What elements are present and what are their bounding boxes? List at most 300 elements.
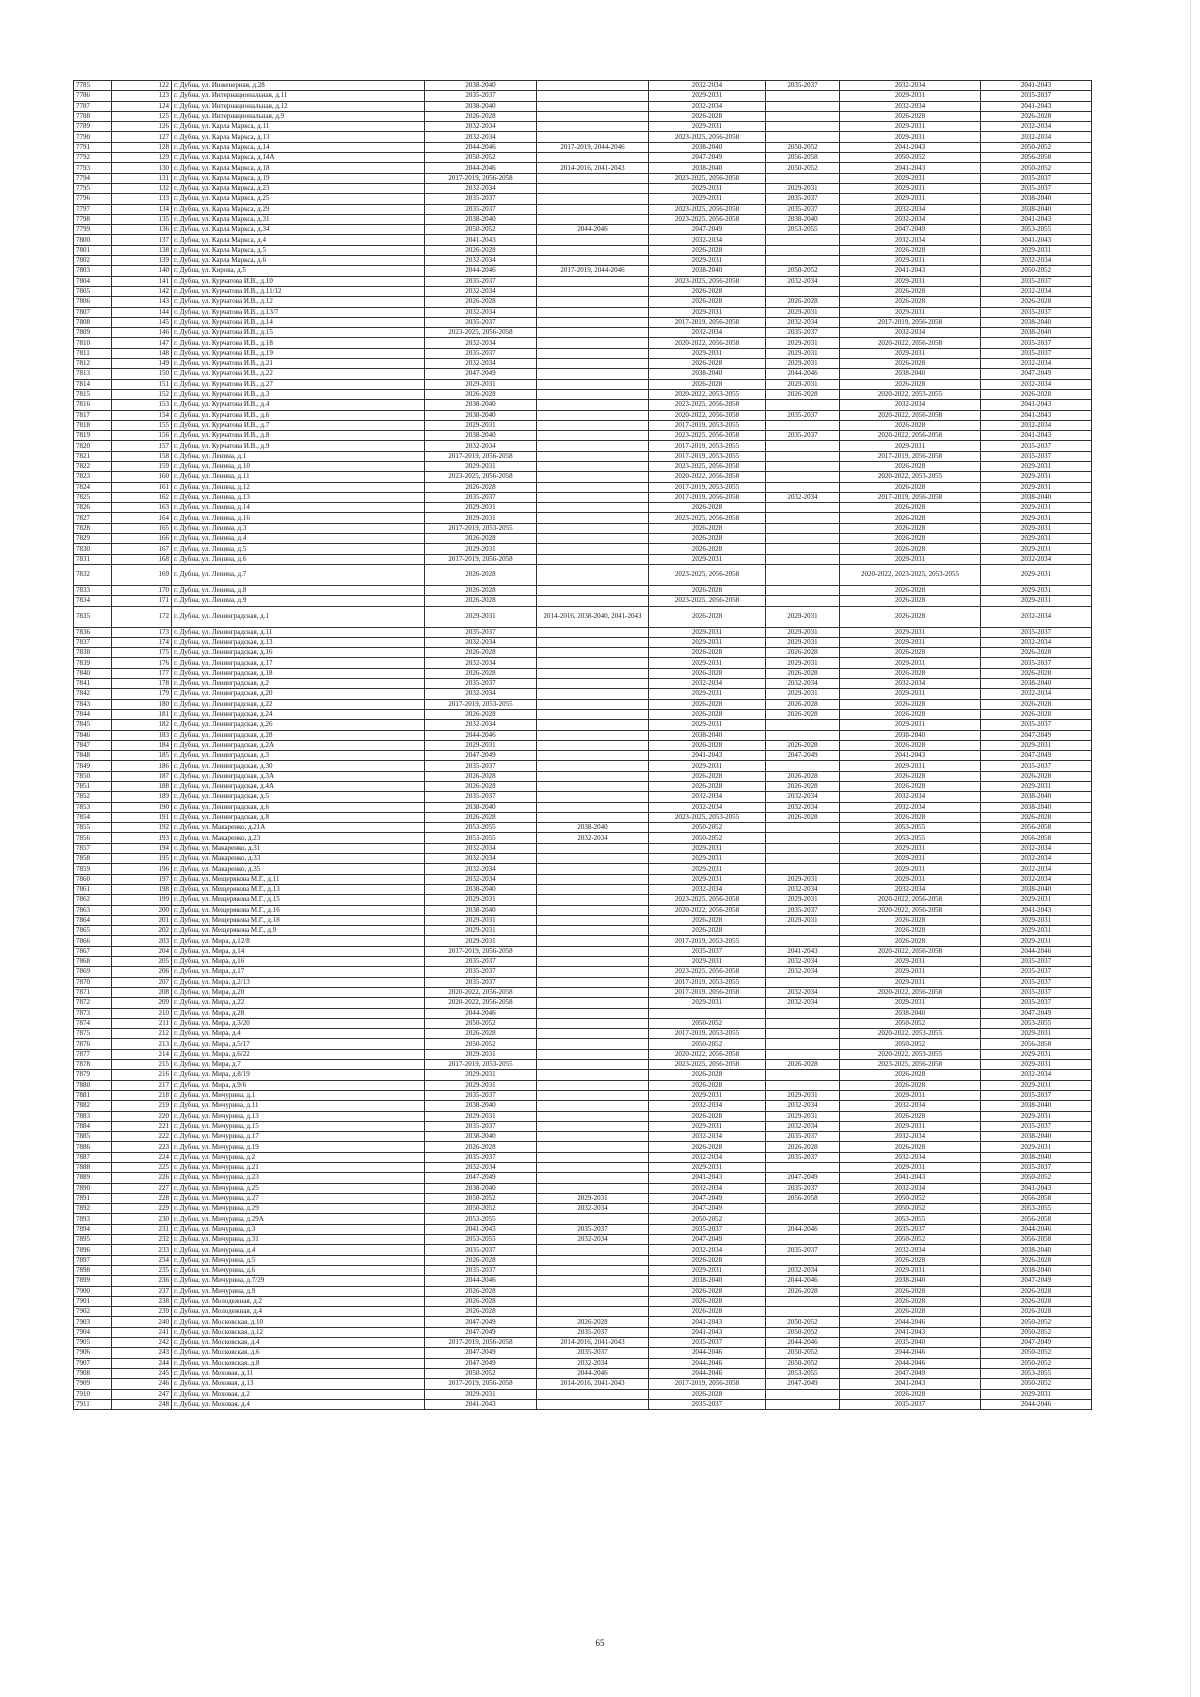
period-cell-6: 2047-2049 [981,730,1092,740]
period-cell-6: 2029-2031 [981,1111,1092,1121]
row-number-cell: 171 [112,596,172,606]
address-cell: г. Дубна, ул. Макаренко, д.33 [172,854,425,864]
period-cell-2 [537,204,649,214]
row-id-cell: 7853 [74,802,112,812]
address-cell: г. Дубна, ул. Мира, д.12/8 [172,936,425,946]
table-row [74,637,1092,647]
period-cell-5: 2041-2043 [840,1379,981,1389]
period-cell-2 [537,338,649,348]
period-cell-5: 2041-2043 [840,266,981,276]
period-cell-5: 2017-2019, 2056-2058 [840,451,981,461]
period-cell-6: 2056-2058 [981,833,1092,843]
period-cell-2 [537,946,649,956]
period-cell-2 [537,751,649,761]
period-cell-4: 2032-2034 [766,967,840,977]
period-cell-2 [537,884,649,894]
period-cell-3: 2032-2034 [649,1152,766,1162]
period-cell-3: 2032-2034 [649,1132,766,1142]
period-cell-6: 2050-2052 [981,1173,1092,1183]
address-cell: г. Дубна, ул. Московская, д.10 [172,1317,425,1327]
period-cell-6: 2032-2034 [981,122,1092,132]
period-cell-1: 2044-2046 [425,163,537,173]
period-cell-5: 2029-2031 [840,1090,981,1100]
row-number-cell: 188 [112,782,172,792]
period-cell-6: 2026-2028 [981,771,1092,781]
address-cell: г. Дубна, ул. Карла Маркса, д.18 [172,163,425,173]
period-cell-4 [766,596,840,606]
period-cell-3: 2020-2022, 2056-2058 [649,472,766,482]
row-number-cell: 238 [112,1296,172,1306]
period-cell-1: 2038-2040 [425,101,537,111]
row-number-cell: 161 [112,482,172,492]
period-cell-2 [537,864,649,874]
table-row [74,648,1092,658]
period-cell-5: 2032-2034 [840,792,981,802]
address-cell: г. Дубна, ул. Карла Маркса, д.11 [172,122,425,132]
period-cell-1: 2026-2028 [425,389,537,399]
period-cell-6: 2032-2034 [981,554,1092,564]
row-id-cell: 7849 [74,761,112,771]
table-row [74,967,1092,977]
row-number-cell: 193 [112,833,172,843]
period-cell-5: 2029-2031 [840,307,981,317]
period-cell-6: 2035-2037 [981,1121,1092,1131]
period-cell-1: 2035-2037 [425,1245,537,1255]
table-row [74,709,1092,719]
period-cell-3: 2026-2028 [649,1070,766,1080]
period-cell-4 [766,843,840,853]
row-id-cell: 7847 [74,740,112,750]
address-cell: г. Дубна, ул. Курчатова И.В., д.11/12 [172,286,425,296]
period-cell-5: 2029-2031 [840,720,981,730]
row-id-cell: 7891 [74,1193,112,1203]
table-row [74,1255,1092,1265]
period-cell-3: 2050-2052 [649,833,766,843]
period-cell-2 [537,122,649,132]
row-number-cell: 165 [112,523,172,533]
period-cell-2 [537,389,649,399]
row-number-cell: 142 [112,286,172,296]
address-cell: г. Дубна, ул. Ленинградская, д.20 [172,689,425,699]
period-cell-4: 2032-2034 [766,802,840,812]
address-cell: г. Дубна, ул. Ленина, д.11 [172,472,425,482]
row-id-cell: 7881 [74,1090,112,1100]
table-row [74,1142,1092,1152]
period-cell-5: 2026-2028 [840,503,981,513]
row-number-cell: 203 [112,936,172,946]
period-cell-4 [766,977,840,987]
table-row [74,627,1092,637]
address-cell: г. Дубна, ул. Ленинградская, д.24 [172,709,425,719]
address-cell: г. Дубна, ул. Курчатова И.В., д.9 [172,441,425,451]
address-cell: г. Дубна, ул. Ленина, д.4 [172,534,425,544]
row-number-cell: 242 [112,1338,172,1348]
period-cell-1: 2017-2019, 2053-2055 [425,699,537,709]
row-id-cell: 7832 [74,564,112,585]
row-number-cell: 178 [112,679,172,689]
period-cell-5: 2032-2034 [840,1101,981,1111]
period-cell-5: 2026-2028 [840,648,981,658]
row-number-cell: 192 [112,823,172,833]
address-cell: г. Дубна, ул. Мичурина, д.21 [172,1162,425,1172]
period-cell-2 [537,513,649,523]
row-id-cell: 7805 [74,286,112,296]
period-cell-6: 2032-2034 [981,359,1092,369]
period-cell-2: 2035-2037 [537,1327,649,1337]
row-number-cell: 239 [112,1307,172,1317]
period-cell-4 [766,1008,840,1018]
table-row [74,194,1092,204]
period-cell-3: 2029-2031 [649,957,766,967]
table-row [74,173,1092,183]
table-row [74,204,1092,214]
period-cell-1: 2050-2052 [425,1018,537,1028]
table-row [74,782,1092,792]
row-id-cell: 7816 [74,400,112,410]
period-cell-3: 2044-2046 [649,1358,766,1368]
table-row [74,503,1092,513]
period-cell-1: 2026-2028 [425,1307,537,1317]
period-cell-4: 2035-2037 [766,1152,840,1162]
period-cell-2 [537,554,649,564]
table-row [74,668,1092,678]
address-cell: г. Дубна, ул. Ленинградская, д.30 [172,761,425,771]
period-cell-3: 2026-2028 [649,1307,766,1317]
address-cell: г. Дубна, ул. Мещерякова М.Г., д.18 [172,915,425,925]
period-cell-1: 2035-2037 [425,1090,537,1100]
address-cell: г. Дубна, ул. Ленина, д.1 [172,451,425,461]
address-cell: г. Дубна, ул. Мира, д.28 [172,1008,425,1018]
period-cell-3: 2017-2019, 2056-2058 [649,317,766,327]
period-cell-5: 2029-2031 [840,183,981,193]
period-cell-4: 2050-2052 [766,1327,840,1337]
table-row [74,1101,1092,1111]
row-id-cell: 7831 [74,554,112,564]
table-row [74,1008,1092,1018]
row-id-cell: 7876 [74,1039,112,1049]
row-id-cell: 7899 [74,1276,112,1286]
row-number-cell: 135 [112,214,172,224]
address-cell: г. Дубна, ул. Мира, д.14 [172,946,425,956]
period-cell-1: 2026-2028 [425,297,537,307]
period-cell-2: 2035-2037 [537,1224,649,1234]
period-cell-1: 2038-2040 [425,431,537,441]
period-cell-2: 2044-2046 [537,225,649,235]
period-cell-4 [766,1389,840,1399]
period-cell-4 [766,761,840,771]
period-cell-1: 2047-2049 [425,1358,537,1368]
period-cell-5: 2029-2031 [840,977,981,987]
period-cell-6: 2035-2037 [981,348,1092,358]
period-cell-2 [537,782,649,792]
row-number-cell: 155 [112,420,172,430]
row-id-cell: 7820 [74,441,112,451]
row-number-cell: 148 [112,348,172,358]
period-cell-2 [537,1101,649,1111]
table-row [74,256,1092,266]
row-id-cell: 7817 [74,410,112,420]
period-cell-6: 2047-2049 [981,1008,1092,1018]
period-cell-2 [537,1399,649,1409]
period-cell-5: 2029-2031 [840,441,981,451]
period-cell-6: 2032-2034 [981,843,1092,853]
period-cell-6: 2056-2058 [981,823,1092,833]
period-cell-6: 2047-2049 [981,1276,1092,1286]
period-cell-1: 2053-2055 [425,1235,537,1245]
address-cell: г. Дубна, ул. Ленинградская, д.8 [172,812,425,822]
period-cell-5: 2020-2022, 2056-2058 [840,895,981,905]
period-cell-2 [537,523,649,533]
period-cell-3: 2029-2031 [649,554,766,564]
period-cell-4: 2032-2034 [766,276,840,286]
row-id-cell: 7890 [74,1183,112,1193]
period-cell-4: 2029-2031 [766,379,840,389]
table-row [74,905,1092,915]
period-cell-6: 2029-2031 [981,564,1092,585]
table-row [74,245,1092,255]
period-cell-6: 2029-2031 [981,472,1092,482]
period-cell-6: 2032-2034 [981,379,1092,389]
period-cell-6: 2029-2031 [981,513,1092,523]
row-id-cell: 7842 [74,689,112,699]
address-cell: г. Дубна, ул. Молодежная, д.2 [172,1296,425,1306]
period-cell-4 [766,833,840,843]
period-cell-3: 2023-2025, 2053-2055 [649,812,766,822]
table-row [74,286,1092,296]
row-id-cell: 7886 [74,1142,112,1152]
period-cell-4 [766,523,840,533]
period-cell-1: 2023-2025, 2056-2058 [425,472,537,482]
period-cell-2 [537,245,649,255]
period-cell-1: 2029-2031 [425,503,537,513]
period-cell-2: 2032-2034 [537,833,649,843]
period-cell-5: 2026-2028 [840,926,981,936]
address-cell: г. Дубна, ул. Карла Маркса, д.25 [172,194,425,204]
address-cell: г. Дубна, ул. Моховая, д.2 [172,1389,425,1399]
period-cell-6: 2041-2043 [981,431,1092,441]
row-id-cell: 7905 [74,1338,112,1348]
period-cell-6: 2029-2031 [981,461,1092,471]
period-cell-2 [537,276,649,286]
row-id-cell: 7829 [74,534,112,544]
address-cell: г. Дубна, ул. Курчатова И.В., д.21 [172,359,425,369]
period-cell-1: 2035-2037 [425,204,537,214]
row-number-cell: 222 [112,1132,172,1142]
period-cell-3: 2026-2028 [649,286,766,296]
row-number-cell: 134 [112,204,172,214]
period-cell-4: 2035-2037 [766,81,840,91]
table-row [74,1162,1092,1172]
row-number-cell: 167 [112,544,172,554]
period-cell-3: 2029-2031 [649,348,766,358]
period-cell-3: 2029-2031 [649,864,766,874]
row-number-cell: 163 [112,503,172,513]
period-cell-6: 2047-2049 [981,1338,1092,1348]
row-number-cell: 206 [112,967,172,977]
period-cell-4: 2029-2031 [766,915,840,925]
period-cell-3: 2026-2028 [649,245,766,255]
period-cell-6: 2029-2031 [981,523,1092,533]
row-number-cell: 185 [112,751,172,761]
row-id-cell: 7813 [74,369,112,379]
period-cell-2 [537,1142,649,1152]
period-cell-2 [537,482,649,492]
period-cell-6: 2056-2058 [981,1235,1092,1245]
table-row [74,379,1092,389]
period-cell-5: 2044-2046 [840,1358,981,1368]
period-cell-2: 2032-2034 [537,1204,649,1214]
table-row [74,792,1092,802]
period-cell-4: 2029-2031 [766,627,840,637]
period-cell-5: 2026-2028 [840,359,981,369]
address-cell: г. Дубна, ул. Курчатова И.В., д.6 [172,410,425,420]
row-number-cell: 232 [112,1235,172,1245]
address-cell: г. Дубна, ул. Мичурина, д.5 [172,1255,425,1265]
repair-schedule-table [73,80,1092,1410]
table-row [74,1183,1092,1193]
period-cell-6: 2026-2028 [981,1286,1092,1296]
period-cell-4: 2026-2028 [766,1142,840,1152]
period-cell-2 [537,1018,649,1028]
period-cell-4 [766,854,840,864]
row-id-cell: 7814 [74,379,112,389]
period-cell-6: 2029-2031 [981,1142,1092,1152]
row-id-cell: 7851 [74,782,112,792]
period-cell-4 [766,173,840,183]
address-cell: г. Дубна, ул. Ленинградская, д.18 [172,668,425,678]
address-cell: г. Дубна, ул. Мира, д.2/13 [172,977,425,987]
table-row [74,461,1092,471]
period-cell-5: 2026-2028 [840,1307,981,1317]
period-cell-6: 2035-2037 [981,720,1092,730]
period-cell-1: 2026-2028 [425,782,537,792]
period-cell-1: 2026-2028 [425,1296,537,1306]
address-cell: г. Дубна, ул. Ленинградская, д.28 [172,730,425,740]
period-cell-3: 2023-2025, 2056-2058 [649,214,766,224]
address-cell: г. Дубна, ул. Мичурина, д.29 [172,1204,425,1214]
table-row [74,812,1092,822]
address-cell: г. Дубна, ул. Карла Маркса, д.31 [172,214,425,224]
period-cell-4: 2029-2031 [766,1090,840,1100]
period-cell-4: 2035-2037 [766,194,840,204]
period-cell-3: 2044-2046 [649,1368,766,1378]
period-cell-2 [537,132,649,142]
period-cell-5: 2032-2034 [840,884,981,894]
period-cell-4 [766,101,840,111]
row-number-cell: 194 [112,843,172,853]
period-cell-1: 2029-2031 [425,379,537,389]
period-cell-6: 2029-2031 [981,926,1092,936]
period-cell-5: 2029-2031 [840,761,981,771]
period-cell-5: 2050-2052 [840,1039,981,1049]
period-cell-4: 2050-2052 [766,266,840,276]
row-number-cell: 230 [112,1214,172,1224]
address-cell: г. Дубна, ул. Мира, д.5/17 [172,1039,425,1049]
row-id-cell: 7807 [74,307,112,317]
period-cell-1: 2038-2040 [425,802,537,812]
table-row [74,1276,1092,1286]
period-cell-6: 2038-2040 [981,884,1092,894]
table-row [74,987,1092,997]
period-cell-2 [537,802,649,812]
period-cell-4 [766,936,840,946]
period-cell-5: 2020-2022, 2053-2055 [840,1029,981,1039]
period-cell-5: 2026-2028 [840,740,981,750]
address-cell: г. Дубна, ул. Интернациональная, д.11 [172,91,425,101]
period-cell-2 [537,441,649,451]
period-cell-4 [766,1399,840,1409]
period-cell-5: 2017-2019, 2056-2058 [840,492,981,502]
period-cell-4: 2026-2028 [766,668,840,678]
table-row [74,142,1092,152]
period-cell-2 [537,998,649,1008]
period-cell-1: 2050-2052 [425,1204,537,1214]
row-id-cell: 7884 [74,1121,112,1131]
table-row [74,163,1092,173]
period-cell-4: 2029-2031 [766,338,840,348]
table-row [74,276,1092,286]
period-cell-2 [537,1307,649,1317]
period-cell-4 [766,451,840,461]
period-cell-3: 2026-2028 [649,1296,766,1306]
period-cell-3: 2023-2025, 2056-2058 [649,204,766,214]
period-cell-5: 2035-2037 [840,1224,981,1234]
period-cell-3: 2017-2019, 2056-2058 [649,492,766,502]
period-cell-5: 2041-2043 [840,142,981,152]
table-row [74,1245,1092,1255]
period-cell-3: 2017-2019, 2053-2055 [649,1029,766,1039]
period-cell-1: 2029-2031 [425,544,537,554]
period-cell-3: 2029-2031 [649,761,766,771]
row-id-cell: 7894 [74,1224,112,1234]
period-cell-6: 2041-2043 [981,101,1092,111]
period-cell-2 [537,730,649,740]
row-number-cell: 236 [112,1276,172,1286]
period-cell-4: 2026-2028 [766,699,840,709]
period-cell-4 [766,720,840,730]
table-row [74,369,1092,379]
period-cell-6: 2035-2037 [981,957,1092,967]
period-cell-6: 2029-2031 [981,915,1092,925]
table-row [74,564,1092,585]
table-row [74,998,1092,1008]
address-cell: г. Дубна, ул. Мичурина, д.23 [172,1173,425,1183]
row-id-cell: 7791 [74,142,112,152]
row-id-cell: 7883 [74,1111,112,1121]
period-cell-5: 2029-2031 [840,91,981,101]
row-id-cell: 7880 [74,1080,112,1090]
address-cell: г. Дубна, ул. Ленинградская, д.16 [172,648,425,658]
period-cell-6: 2026-2028 [981,1255,1092,1265]
period-cell-1: 2026-2028 [425,648,537,658]
row-number-cell: 147 [112,338,172,348]
period-cell-1: 2035-2037 [425,627,537,637]
period-cell-4: 2047-2049 [766,1379,840,1389]
row-id-cell: 7797 [74,204,112,214]
row-id-cell: 7846 [74,730,112,740]
period-cell-6: 2035-2037 [981,1162,1092,1172]
table-row [74,297,1092,307]
period-cell-4: 2029-2031 [766,689,840,699]
period-cell-4 [766,122,840,132]
address-cell: г. Дубна, ул. Ленинградская, д.2 [172,679,425,689]
row-number-cell: 205 [112,957,172,967]
period-cell-6: 2035-2037 [981,1090,1092,1100]
table-row [74,946,1092,956]
address-cell: г. Дубна, ул. Мещерякова М.Г., д.16 [172,905,425,915]
period-cell-3: 2023-2025, 2056-2058 [649,1060,766,1070]
period-cell-6: 2032-2034 [981,1070,1092,1080]
